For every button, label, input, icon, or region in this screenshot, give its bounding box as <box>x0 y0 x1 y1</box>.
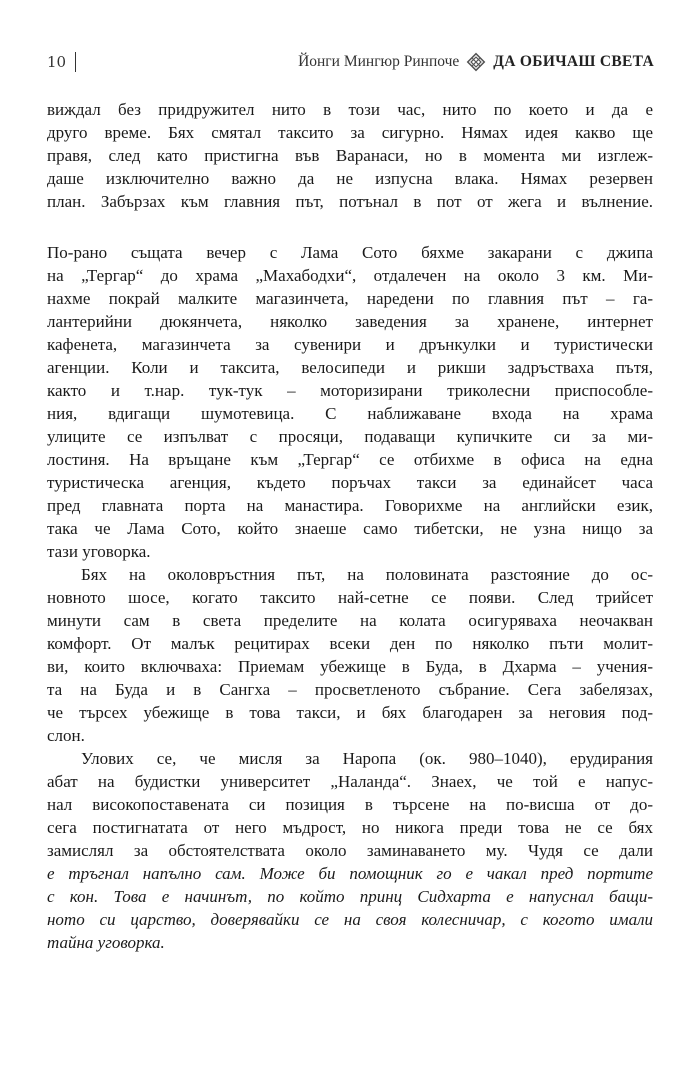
text-line: минути сам в света пределите на колата осигуряваха неочакван <box>47 611 653 630</box>
text-line: друго време. Бях смятал таксито за сигурно. Нямах идея какво ще <box>47 123 653 142</box>
text-line: комфорт. От малък рецитирах всеки ден по няколко пъти молит- <box>47 634 653 653</box>
text-line: лостиня. На връщане към „Тергар“ се отбихме в офиса на една <box>47 450 653 469</box>
page-number: 10 <box>47 53 67 71</box>
text-line: сега постигнатата от него мъдрост, но никога преди това не се бях <box>47 818 653 837</box>
text-line: с кон. Това е начинът, по който принц Сидхарта е напуснал бащи- <box>47 887 653 906</box>
text-line: Улових се, че мисля за Наропа (ок. 980–1040), ерудирания <box>81 749 653 768</box>
text-line: на „Тергар“ до храма „Махабодхи“, отдалечен на около 3 км. Ми- <box>47 266 653 285</box>
text-line: слон. <box>47 726 85 745</box>
text-line: ви, които включваха: Приемам убежище в Буда, в Дхарма – учения- <box>47 657 653 676</box>
text-line: ното си царство, доверявайки се на своя колесничар, с когото имали <box>47 910 653 929</box>
header-author: Йонги Мингюр Ринпоче <box>298 53 460 70</box>
text-line: кафенета, магазинчета за сувенири и дрънкулки и туристически <box>47 335 653 354</box>
header-separator <box>75 52 76 72</box>
text-line: туристическа агенция, където поръчах такси за единайсет часа <box>47 473 653 492</box>
text-line: улиците се изпълват с просяци, подаващи купичките си за ми- <box>47 427 653 446</box>
text-line: абат на будистки университет „Наланда“. Знаех, че той е напус- <box>47 772 653 791</box>
text-line: че търсех убежище в това такси, и бях благодарен за неговия под- <box>47 703 653 722</box>
text-line: както и т.нар. тук-тук – моторизирани триколесни приспособле- <box>47 381 653 400</box>
text-line: замислял за обстоятелствата около заминаването му. Чудя се дали <box>47 841 653 860</box>
text-line: тази уговорка. <box>47 542 151 561</box>
text-line: пред главната порта на манастира. Говорихме на английски език, <box>47 496 653 515</box>
text-line: ния, вдигащи шумотевица. С наближаване входа на храма <box>47 404 653 423</box>
header-book-title: ДА ОБИЧАШ СВЕТА <box>493 53 654 70</box>
text-line: така че Лама Сото, който знаеше само тибетски, не узна нищо за <box>47 519 653 538</box>
text-line: нахме покрай малките магазинчета, наредени по главния път – га- <box>47 289 653 308</box>
page-body <box>47 98 653 954</box>
text-line: нал високопоставената си позиция в търсене на по-висша от до- <box>47 795 653 814</box>
paragraph-1 <box>47 98 653 213</box>
text-line: е тръгнал напълно сам. Може би помощник го е чакал пред портите <box>47 864 653 883</box>
text-line: виждал без придружител нито в този час, нито по което и да е <box>47 100 653 119</box>
text-line: новното шосе, когато таксито най-сетне се появи. След трийсет <box>47 588 653 607</box>
text-line: агенции. Коли и таксита, велосипеди и рикши задръстваха пътя, <box>47 358 653 377</box>
text-line: та на Буда и в Сангха – просветленото събрание. Сега забелязах, <box>47 680 653 699</box>
endless-knot-icon <box>465 51 487 73</box>
text-line: даше изключително важно да не изпусна влака. Нямах резервен <box>47 169 653 188</box>
text-line: лантерийни дюкянчета, няколко заведения за хранене, интернет <box>47 312 653 331</box>
text-line: Бях на околовръстния път, на половината разстояние до ос- <box>81 565 653 584</box>
text-line: правя, след като пристигна във Варанаси, но в момента ми изглеж- <box>47 146 653 165</box>
paragraph-2 <box>47 241 653 563</box>
running-header <box>47 48 654 76</box>
paragraph-3 <box>47 563 653 747</box>
paragraph-4 <box>47 747 653 954</box>
text-line: тайна уговорка. <box>47 933 165 952</box>
text-line: По-рано същата вечер с Лама Сото бяхме закарани с джипа <box>47 243 653 262</box>
text-line: план. Забързах към главния път, потънал в пот от жега и вълнение. <box>47 192 653 211</box>
